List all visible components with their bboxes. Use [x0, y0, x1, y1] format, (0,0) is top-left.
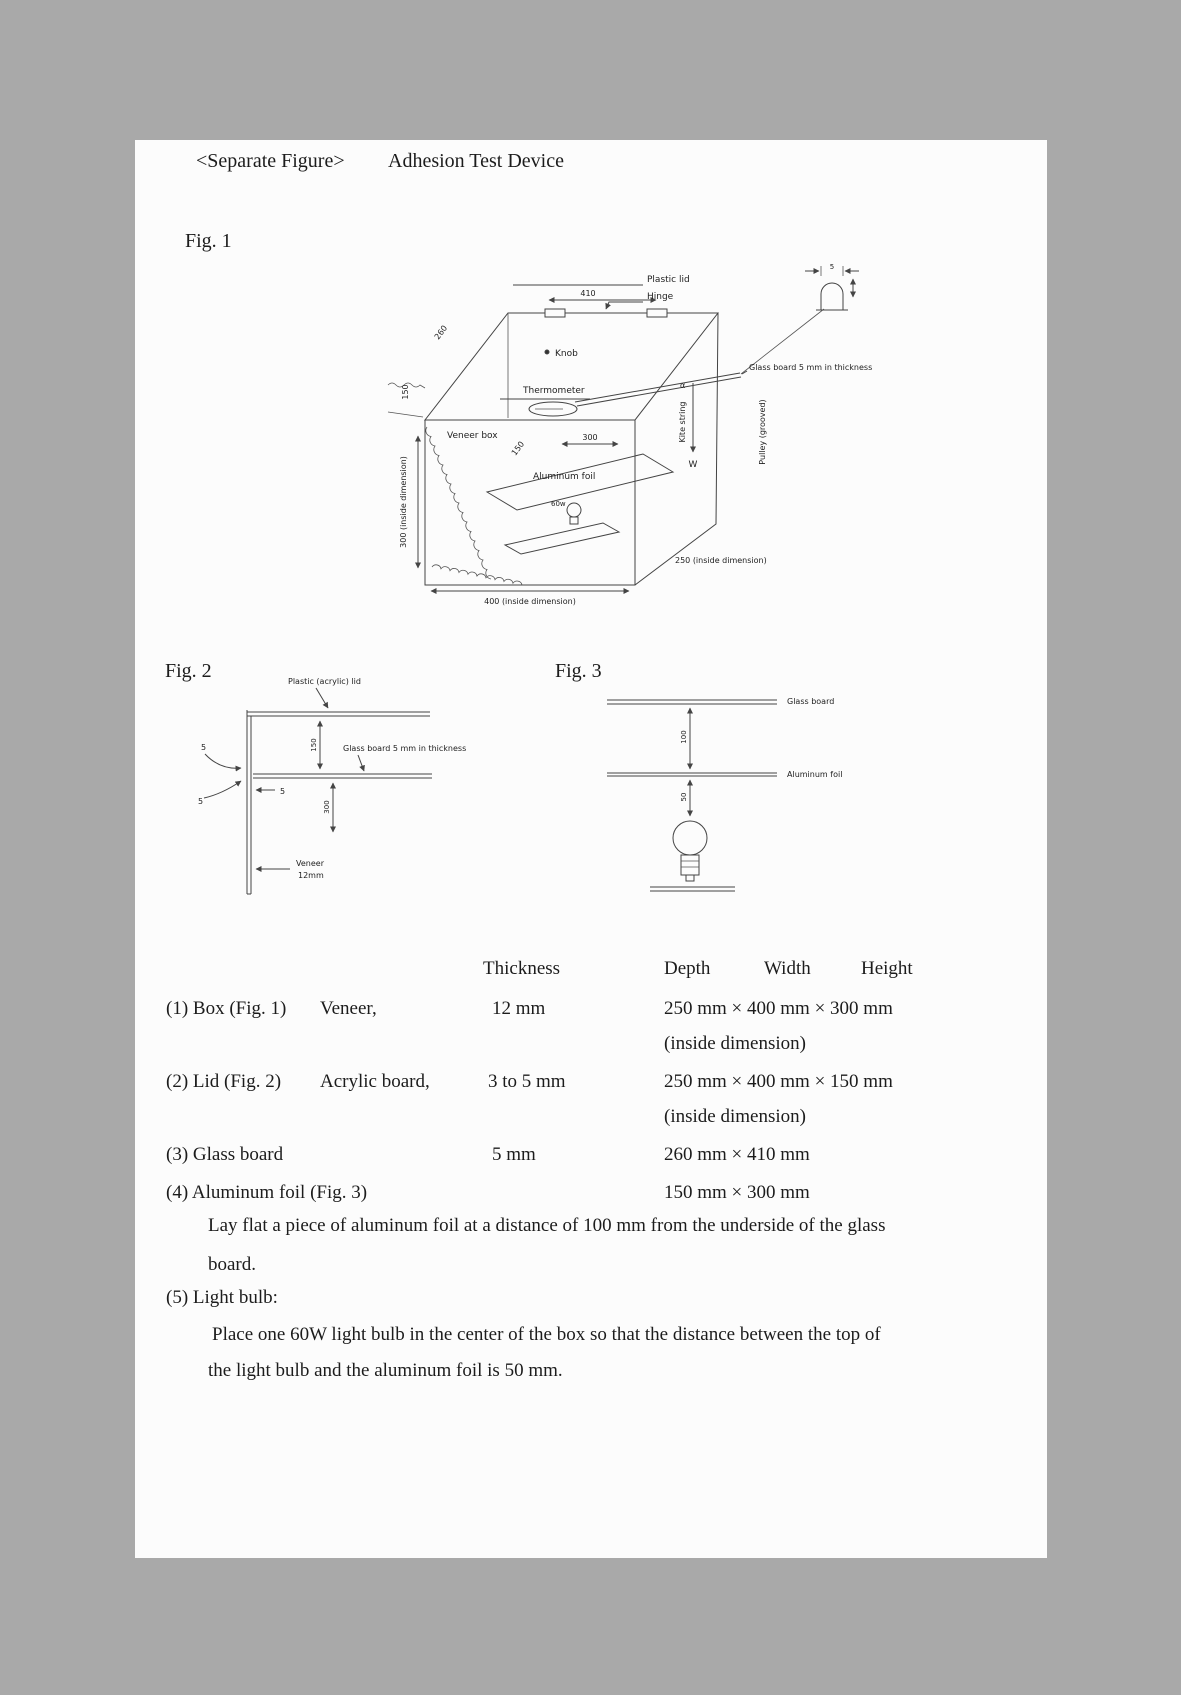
note-text: board.: [208, 1254, 257, 1275]
note-text: Lay flat a piece of aluminum foil at a distance of 100 mm from the underside of the glass: [208, 1215, 886, 1236]
dim-250-inside-label: 250 (inside dimension): [675, 556, 767, 565]
plastic-lid-label: Plastic (acrylic) lid: [288, 677, 361, 686]
dim-5-label: 5: [201, 743, 207, 752]
separate-figure-tag: <Separate Figure>: [196, 150, 345, 172]
hinge-leader: [606, 302, 643, 309]
aluminum-foil-shape: [487, 454, 673, 510]
dim-300-inside-label: 300 (inside dimension): [399, 456, 408, 548]
dim-410-label: 410: [580, 289, 596, 298]
dim-300-inner-label: 300: [582, 433, 598, 442]
plastic-lid-label: Plastic lid: [647, 275, 690, 285]
thermometer-label: Thermometer: [523, 386, 585, 396]
cutaway-scallop-edge: [426, 427, 491, 579]
note-text: the light bulb and the aluminum foil is 50 mm.: [208, 1360, 563, 1381]
dim-150-inner-label: 150: [509, 439, 527, 458]
row-dimensions: 260 mm × 410 mm: [664, 1144, 810, 1165]
document-page: [135, 140, 1047, 1558]
box-outline: [388, 266, 859, 591]
dim-5-leader: [204, 781, 241, 798]
row-item: (2) Lid (Fig. 2): [166, 1071, 282, 1092]
glass-board-label: Glass board 5 mm in thickness: [749, 363, 873, 372]
row-dimensions: 250 mm × 400 mm × 150 mm: [664, 1071, 893, 1092]
dim-400-inside-label: 400 (inside dimension): [484, 597, 576, 606]
bulb-base-tip: [686, 875, 694, 881]
glass-board-leader: [358, 755, 364, 771]
dim-150-lid-label: 150: [401, 384, 410, 400]
angle-label: α: [680, 381, 686, 390]
glass-board-line: [577, 377, 741, 406]
plastic-lid-leader: [316, 688, 328, 708]
row-material: Veneer,: [320, 998, 377, 1019]
row-thickness: 3 to 5 mm: [488, 1071, 566, 1092]
dim-260-label: 260: [432, 323, 450, 342]
bulb-watt-label: 60w: [551, 500, 566, 508]
box-right-face: [635, 313, 718, 585]
document-header: [135, 150, 1047, 242]
cutaway-scallop-edge: [432, 565, 522, 585]
dim-300-label: 300: [323, 800, 331, 814]
col-thickness: Thickness: [483, 958, 561, 979]
row-dimensions-note: (inside dimension): [664, 1033, 806, 1054]
hinge-label: Hinge: [647, 292, 674, 302]
row-dimensions: 250 mm × 400 mm × 300 mm: [664, 998, 893, 1019]
pulley-gap-label: 5: [829, 263, 835, 271]
box-top-face: [425, 313, 718, 420]
knob-label: Knob: [555, 349, 578, 359]
dim-5-leader: [205, 754, 241, 768]
knob-icon: [545, 350, 549, 354]
dim-5-label: 5: [280, 787, 286, 796]
fig3-label: Fig. 3: [555, 660, 602, 682]
row-item: (5) Light bulb:: [166, 1287, 278, 1308]
pulley-label: Pulley (grooved): [758, 399, 767, 465]
row-item: (3) Glass board: [166, 1144, 284, 1165]
row-item: (4) Aluminum foil (Fig. 3): [166, 1182, 368, 1203]
fig1-label: Fig. 1: [185, 230, 232, 252]
hinge-left: [545, 309, 565, 317]
page-title: Adhesion Test Device: [388, 150, 564, 172]
hinge-right: [647, 309, 667, 317]
col-depth: Depth: [664, 958, 711, 979]
fig3-drawing: [590, 685, 860, 910]
row-dimensions-note: (inside dimension): [664, 1106, 806, 1127]
aluminum-foil-label: Aluminum foil: [533, 472, 596, 482]
dim-5-label: 5: [198, 797, 204, 806]
aluminum-foil-label: Aluminum foil: [787, 770, 843, 779]
veneer-label: Veneer: [296, 859, 324, 868]
glass-board-line: [575, 373, 740, 402]
light-bulb-icon: [567, 503, 581, 517]
pulley-detail-icon: [821, 283, 843, 310]
light-bulb-note: [135, 1360, 1047, 1426]
fig1-drawing: [375, 252, 915, 622]
fig2-label: Fig. 2: [165, 660, 212, 682]
light-bulb-base: [570, 517, 578, 524]
torn-edge: [388, 412, 423, 417]
row-dimensions: 150 mm × 300 mm: [664, 1182, 810, 1203]
kite-string-label: Kite string: [678, 401, 687, 443]
row-material: Acrylic board,: [320, 1071, 430, 1092]
col-width: Width: [764, 958, 811, 979]
dim-150-label: 150: [310, 738, 318, 752]
dim-100-label: 100: [680, 730, 688, 744]
weight-label: W: [688, 460, 698, 470]
row-thickness: 12 mm: [492, 998, 546, 1019]
note-text: Place one 60W light bulb in the center of the box so that the distance between the top of: [212, 1324, 881, 1345]
row-item: (1) Box (Fig. 1): [166, 998, 287, 1019]
veneer-thickness-label: 12mm: [298, 871, 324, 880]
light-bulb-icon: [673, 821, 707, 855]
glass-board-label: Glass board: [787, 697, 835, 706]
bulb-section-outline: [607, 700, 777, 891]
fig2-drawing: [190, 672, 520, 902]
bulb-stand-shape: [505, 523, 619, 554]
glass-board-label: Glass board 5 mm in thickness: [343, 744, 467, 753]
row-thickness: 5 mm: [492, 1144, 536, 1165]
light-bulb-base: [681, 855, 699, 875]
col-height: Height: [861, 958, 913, 979]
veneer-box-label: Veneer box: [447, 431, 498, 441]
dim-50-label: 50: [680, 792, 688, 802]
